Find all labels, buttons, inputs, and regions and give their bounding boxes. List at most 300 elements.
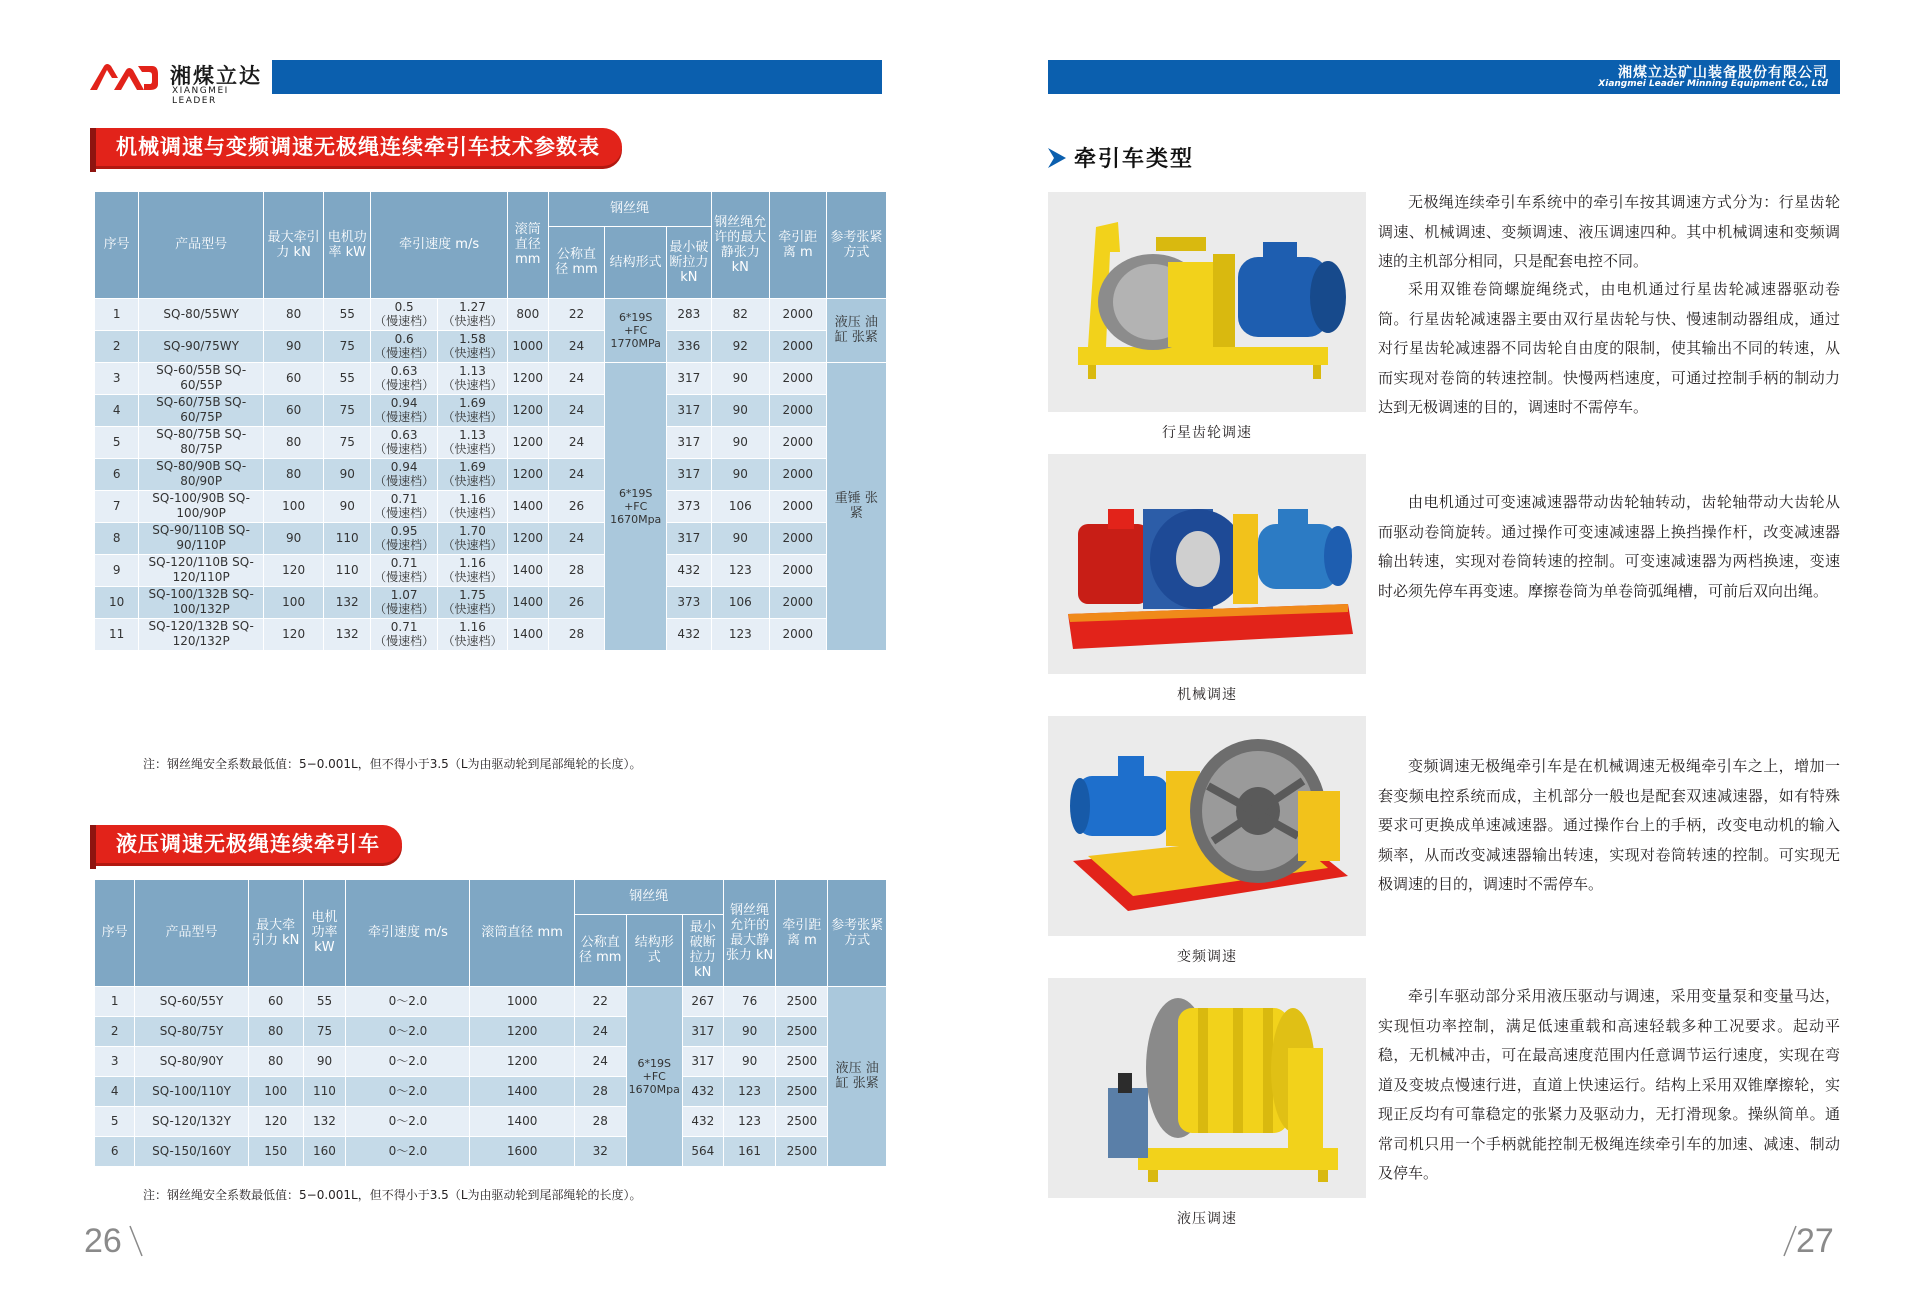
cell-speed-slow xyxy=(371,330,438,362)
speed-fast-value: 1.58 xyxy=(459,332,486,346)
cell-rope-tension: 123 xyxy=(723,1076,776,1106)
cell-rope-break: 432 xyxy=(666,618,711,650)
speed-fast-label: （快速档） xyxy=(442,538,503,552)
speed-fast-label: （快速档） xyxy=(442,378,503,392)
cell-model: SQ-120/110B SQ-120/110P xyxy=(139,554,264,586)
cell-rope-dia: 24 xyxy=(574,1046,626,1076)
header-rope-dia: 公称直径 mm xyxy=(548,226,605,298)
speed-fast-label: （快速档） xyxy=(442,506,503,520)
speed-fast-value: 1.13 xyxy=(459,364,486,378)
cell-model: SQ-100/90B SQ-100/90P xyxy=(139,490,264,522)
cell-model: SQ-90/75WY xyxy=(139,330,264,362)
table-row xyxy=(95,1046,887,1076)
table-row xyxy=(95,426,887,458)
cell-max-pull: 80 xyxy=(264,426,324,458)
cell-seq: 4 xyxy=(95,394,139,426)
cell-rope-dia: 26 xyxy=(548,490,605,522)
brand-name-cn: 湘煤立达 xyxy=(170,64,262,88)
speed-fast-label: （快速档） xyxy=(442,602,503,616)
speed-fast-label: （快速档） xyxy=(442,634,503,648)
cell-speed-fast xyxy=(438,362,508,394)
cell-drum: 1400 xyxy=(470,1106,574,1136)
cell-rope-tension: 90 xyxy=(723,1016,776,1046)
header-drum: 滚筒直径 mm xyxy=(470,880,574,986)
speed-fast-value: 1.69 xyxy=(459,460,486,474)
caption-variable-frequency: 变频调速 xyxy=(1177,949,1237,965)
table-row xyxy=(95,490,887,522)
section-title-hydraulic: 液压调速无极绳连续牵引车 xyxy=(96,825,402,863)
cell-rope-tension: 106 xyxy=(711,490,769,522)
cell-rope-dia: 24 xyxy=(548,458,605,490)
brand-logo-icon xyxy=(88,60,160,94)
cell-distance: 2000 xyxy=(769,298,826,330)
cell-model: SQ-120/132Y xyxy=(135,1106,249,1136)
cell-power: 160 xyxy=(303,1136,346,1166)
header-rope-struct: 结构形式 xyxy=(626,914,682,986)
speed-slow-label: （慢速档） xyxy=(374,506,435,520)
header-tension-mode: 参考张紧方式 xyxy=(826,192,886,298)
cell-seq: 11 xyxy=(95,618,139,650)
speed-slow-value: 0.94 xyxy=(390,460,418,474)
spec-table-hydraulic xyxy=(95,880,887,1167)
paragraph-overview: 无极绳连续牵引车系统中的牵引车按其调速方式分为：行星齿轮调速、机械调速、变频调速、液压调速四种。其中机械调速和变频调速的主机部分相同，只是配套电控不同。 xyxy=(1378,193,1840,270)
header-speed: 牵引速度 m/s xyxy=(371,192,508,298)
cell-rope-dia: 28 xyxy=(548,554,605,586)
cell-model: SQ-80/75B SQ-80/75P xyxy=(139,426,264,458)
speed-fast-label: （快速档） xyxy=(442,474,503,488)
speed-fast-value: 1.27 xyxy=(459,300,486,314)
cell-seq: 9 xyxy=(95,554,139,586)
header-seq: 序号 xyxy=(95,192,139,298)
paragraph-variable-frequency: 变频调速无极绳牵引车是在机械调速无极绳牵引车之上，增加一套变频电控系统而成，主机部分一般也是配套双速减速器，如有特殊要求可更换成单速减速器。通过操作台上的手柄，改变电动机的输入频率，从而改变减速器输出转速，实现对卷筒转速的控制。可实现无极调速的目的，调速时不需停车。 xyxy=(1378,757,1840,893)
paragraph-hydraulic: 牵引车驱动部分采用液压驱动与调速，采用变量泵和变量马达，实现恒功率控制，满足低速重载和高速轻载多种工况要求。起动平稳，无机械冲击，可在最高速度范围内任意调节运行速度，实现在弯道及变坡点慢速行进，直道上快速运行。结构上采用双锥摩擦轮，实现正反均有可靠稳定的张紧力及驱动力，无打滑现象。操纵简单。通常司机只用一个手柄就能控制无极绳连续牵引车的加速、减速、制动及停车。 xyxy=(1378,987,1840,1182)
section-title-mechanical-vf: 机械调速与变频调速无极绳连续牵引车技术参数表 xyxy=(96,128,622,166)
page-number-right: 27 xyxy=(1796,1222,1834,1260)
cell-rope-struct: 6*19S +FC 1670Mpa xyxy=(626,986,682,1166)
header-power: 电机功率 kW xyxy=(303,880,346,986)
cell-distance: 2500 xyxy=(776,1076,828,1106)
cell-rope-break: 317 xyxy=(682,1046,723,1076)
table-row xyxy=(95,618,887,650)
cell-speed: 0～2.0 xyxy=(346,1106,470,1136)
table-row xyxy=(95,458,887,490)
cell-drum: 1400 xyxy=(470,1076,574,1106)
cell-max-pull: 90 xyxy=(264,522,324,554)
speed-slow-label: （慢速档） xyxy=(374,378,435,392)
cell-speed: 0～2.0 xyxy=(346,1136,470,1166)
cell-rope-dia: 24 xyxy=(548,394,605,426)
cell-speed-slow xyxy=(371,586,438,618)
cell-power: 90 xyxy=(324,490,371,522)
caption-planetary-gear: 行星齿轮调速 xyxy=(1162,425,1252,441)
cell-seq: 5 xyxy=(95,1106,135,1136)
cell-seq: 4 xyxy=(95,1076,135,1106)
brand-logo xyxy=(88,58,268,106)
cell-power: 75 xyxy=(324,426,371,458)
cell-rope-tension: 90 xyxy=(711,362,769,394)
caption-hydraulic: 液压调速 xyxy=(1177,1211,1237,1227)
cell-model: SQ-60/75B SQ-60/75P xyxy=(139,394,264,426)
cell-rope-tension: 123 xyxy=(723,1106,776,1136)
cell-drum: 1000 xyxy=(470,986,574,1016)
cell-max-pull: 60 xyxy=(248,986,303,1016)
cell-rope-dia: 24 xyxy=(548,426,605,458)
cell-seq: 7 xyxy=(95,490,139,522)
cell-power: 75 xyxy=(324,394,371,426)
header-bar xyxy=(272,60,882,94)
cell-speed-slow xyxy=(371,554,438,586)
cell-power: 132 xyxy=(324,618,371,650)
cell-distance: 2000 xyxy=(769,554,826,586)
cell-distance: 2000 xyxy=(769,362,826,394)
cell-rope-tension: 76 xyxy=(723,986,776,1016)
cell-speed-slow xyxy=(371,458,438,490)
cell-model: SQ-120/132B SQ-120/132P xyxy=(139,618,264,650)
speed-slow-value: 0.63 xyxy=(390,364,418,378)
speed-fast-label: （快速档） xyxy=(442,346,503,360)
cell-power: 132 xyxy=(303,1106,346,1136)
cell-max-pull: 100 xyxy=(264,490,324,522)
cell-drum: 1000 xyxy=(508,330,548,362)
photo-hydraulic xyxy=(1048,978,1366,1198)
brand-name-en: XIANGMEI LEADER xyxy=(172,86,229,106)
speed-fast-label: （快速档） xyxy=(442,410,503,424)
speed-slow-value: 0.94 xyxy=(390,396,418,410)
cell-power: 110 xyxy=(303,1076,346,1106)
cell-rope-dia: 24 xyxy=(548,522,605,554)
cell-drum: 1400 xyxy=(508,490,548,522)
cell-speed-fast xyxy=(438,330,508,362)
cell-rope-break: 432 xyxy=(666,554,711,586)
table-row xyxy=(95,586,887,618)
table-row xyxy=(95,522,887,554)
cell-drum: 1200 xyxy=(508,522,548,554)
cell-power: 110 xyxy=(324,554,371,586)
cell-rope-dia: 22 xyxy=(574,986,626,1016)
cell-seq: 10 xyxy=(95,586,139,618)
header-max-pull: 最大牵引力 kN xyxy=(248,880,303,986)
cell-drum: 1200 xyxy=(470,1046,574,1076)
speed-slow-label: （慢速档） xyxy=(374,442,435,456)
cell-seq: 3 xyxy=(95,1046,135,1076)
cell-distance: 2000 xyxy=(769,522,826,554)
caption-mechanical: 机械调速 xyxy=(1177,687,1237,703)
speed-fast-label: （快速档） xyxy=(442,442,503,456)
cell-rope-tension: 92 xyxy=(711,330,769,362)
header-model: 产品型号 xyxy=(139,192,264,298)
header-rope-struct: 结构形式 xyxy=(605,226,667,298)
header-rope-tension: 钢丝绳允许的最大静张力 kN xyxy=(711,192,769,298)
cell-seq: 6 xyxy=(95,1136,135,1166)
header-rope-dia: 公称直径 mm xyxy=(574,914,626,986)
cell-speed: 0～2.0 xyxy=(346,1076,470,1106)
cell-distance: 2000 xyxy=(769,490,826,522)
cell-model: SQ-100/110Y xyxy=(135,1076,249,1106)
cell-drum: 1400 xyxy=(508,554,548,586)
speed-slow-value: 0.95 xyxy=(390,524,418,538)
cell-max-pull: 120 xyxy=(264,554,324,586)
cell-distance: 2000 xyxy=(769,330,826,362)
cell-seq: 2 xyxy=(95,1016,135,1046)
speed-fast-value: 1.70 xyxy=(459,524,486,538)
header-model: 产品型号 xyxy=(135,880,249,986)
speed-slow-value: 0.71 xyxy=(390,492,418,506)
company-name-en: Xiangmei Leader Minning Equipment Co., Ltd xyxy=(1598,79,1828,89)
speed-slow-value: 0.6 xyxy=(394,332,414,346)
cell-rope-tension: 123 xyxy=(711,618,769,650)
page-number-left: 26 xyxy=(84,1222,122,1260)
cell-max-pull: 150 xyxy=(248,1136,303,1166)
cell-rope-break: 317 xyxy=(666,522,711,554)
cell-distance: 2000 xyxy=(769,394,826,426)
chevron-right-icon xyxy=(1048,148,1066,168)
cell-model: SQ-80/55WY xyxy=(139,298,264,330)
header-tension-mode: 参考张紧方式 xyxy=(828,880,887,986)
cell-seq: 8 xyxy=(95,522,139,554)
cell-distance: 2500 xyxy=(776,1046,828,1076)
table-row xyxy=(95,554,887,586)
cell-rope-break: 432 xyxy=(682,1106,723,1136)
speed-fast-value: 1.16 xyxy=(459,556,486,570)
cell-max-pull: 80 xyxy=(248,1016,303,1046)
cell-model: SQ-80/90B SQ-80/90P xyxy=(139,458,264,490)
cell-speed-fast xyxy=(438,522,508,554)
table-note-1: 注：钢丝绳安全系数最低值：5−0.001L，但不得小于3.5（L为由驱动轮到尾部绳轮的长度）。 xyxy=(143,757,642,771)
table-row xyxy=(95,394,887,426)
cell-speed-slow xyxy=(371,490,438,522)
cell-seq: 1 xyxy=(95,298,139,330)
speed-fast-value: 1.13 xyxy=(459,428,486,442)
cell-speed-slow xyxy=(371,618,438,650)
cell-max-pull: 120 xyxy=(264,618,324,650)
cell-rope-tension: 90 xyxy=(711,426,769,458)
cell-rope-break: 317 xyxy=(666,362,711,394)
cell-max-pull: 80 xyxy=(264,298,324,330)
speed-slow-label: （慢速档） xyxy=(374,314,435,328)
speed-fast-value: 1.75 xyxy=(459,588,486,602)
cell-power: 75 xyxy=(303,1016,346,1046)
cell-max-pull: 60 xyxy=(264,362,324,394)
header-rope-break: 最小破断拉力 kN xyxy=(666,226,711,298)
table-row xyxy=(95,330,887,362)
cell-speed: 0～2.0 xyxy=(346,1046,470,1076)
cell-speed-fast xyxy=(438,618,508,650)
photo-planetary-gear xyxy=(1048,192,1366,412)
right-page xyxy=(960,0,1920,1312)
speed-slow-value: 1.07 xyxy=(390,588,418,602)
cell-speed-slow xyxy=(371,298,438,330)
speed-slow-label: （慢速档） xyxy=(374,538,435,552)
table-row xyxy=(95,1016,887,1046)
speed-slow-value: 0.71 xyxy=(390,620,418,634)
header-rope-group: 钢丝绳 xyxy=(574,880,723,914)
cell-model: SQ-80/75Y xyxy=(135,1016,249,1046)
cell-drum: 1600 xyxy=(470,1136,574,1166)
cell-rope-dia: 28 xyxy=(574,1076,626,1106)
cell-rope-break: 336 xyxy=(666,330,711,362)
cell-speed-fast xyxy=(438,298,508,330)
photo-mechanical xyxy=(1048,454,1366,674)
cell-rope-tension: 90 xyxy=(711,458,769,490)
cell-rope-struct: 6*19S +FC 1770MPa xyxy=(605,298,667,362)
cell-distance: 2000 xyxy=(769,586,826,618)
cell-drum: 800 xyxy=(508,298,548,330)
header-seq: 序号 xyxy=(95,880,135,986)
table-row xyxy=(95,362,887,394)
cell-rope-struct: 6*19S +FC 1670Mpa xyxy=(605,362,667,650)
cell-speed-slow xyxy=(371,394,438,426)
cell-drum: 1200 xyxy=(470,1016,574,1046)
cell-distance: 2000 xyxy=(769,618,826,650)
header-rope-group: 钢丝绳 xyxy=(548,192,711,226)
cell-drum: 1200 xyxy=(508,394,548,426)
cell-model: SQ-150/160Y xyxy=(135,1136,249,1166)
cell-speed-slow xyxy=(371,522,438,554)
table-row xyxy=(95,298,887,330)
spec-table-hydraulic-body xyxy=(95,986,887,1166)
cell-rope-dia: 24 xyxy=(548,330,605,362)
cell-rope-tension: 123 xyxy=(711,554,769,586)
speed-fast-label: （快速档） xyxy=(442,314,503,328)
speed-slow-label: （慢速档） xyxy=(374,346,435,360)
cell-rope-break: 564 xyxy=(682,1136,723,1166)
speed-fast-value: 1.16 xyxy=(459,620,486,634)
cell-rope-dia: 28 xyxy=(574,1106,626,1136)
cell-seq: 6 xyxy=(95,458,139,490)
speed-slow-value: 0.5 xyxy=(394,300,414,314)
cell-rope-tension: 90 xyxy=(723,1046,776,1076)
header-distance: 牵引距离 m xyxy=(769,192,826,298)
cell-speed-fast xyxy=(438,490,508,522)
speed-slow-label: （慢速档） xyxy=(374,634,435,648)
table-row xyxy=(95,986,887,1016)
cell-seq: 3 xyxy=(95,362,139,394)
cell-max-pull: 100 xyxy=(248,1076,303,1106)
speed-slow-label: （慢速档） xyxy=(374,410,435,424)
cell-max-pull: 60 xyxy=(264,394,324,426)
cell-rope-break: 267 xyxy=(682,986,723,1016)
header-rope-tension: 钢丝绳允许的最大静张力 kN xyxy=(723,880,776,986)
header-drum: 滚筒直径 mm xyxy=(508,192,548,298)
cell-model: SQ-60/55B SQ-60/55P xyxy=(139,362,264,394)
cell-model: SQ-60/55Y xyxy=(135,986,249,1016)
speed-slow-label: （慢速档） xyxy=(374,570,435,584)
cell-rope-dia: 24 xyxy=(574,1016,626,1046)
cell-rope-tension: 90 xyxy=(711,522,769,554)
cell-distance: 2500 xyxy=(776,986,828,1016)
cell-model: SQ-80/90Y xyxy=(135,1046,249,1076)
paragraph-mechanical: 由电机通过可变速减速器带动齿轮轴转动，齿轮轴带动大齿轮从而驱动卷筒旋转。通过操作可变速减速器上换挡操作杆，改变减速器输出转速，实现对卷筒转速的控制。可变速减速器为两档换速，变速时必须先停车再变速。摩擦卷筒为单卷筒弧绳槽，可前后双向出绳。 xyxy=(1378,493,1840,600)
cell-rope-break: 373 xyxy=(666,490,711,522)
cell-speed-slow xyxy=(371,362,438,394)
speed-slow-label: （慢速档） xyxy=(374,602,435,616)
cell-distance: 2000 xyxy=(769,458,826,490)
cell-power: 55 xyxy=(324,298,371,330)
table-note-2: 注：钢丝绳安全系数最低值：5−0.001L，但不得小于3.5（L为由驱动轮到尾部绳轮的长度）。 xyxy=(143,1188,642,1202)
cell-seq: 5 xyxy=(95,426,139,458)
spec-table-mechanical-vf-body xyxy=(95,298,887,650)
cell-model: SQ-100/132B SQ-100/132P xyxy=(139,586,264,618)
cell-rope-break: 317 xyxy=(666,458,711,490)
cell-rope-break: 317 xyxy=(666,394,711,426)
cell-max-pull: 100 xyxy=(264,586,324,618)
cell-rope-tension: 106 xyxy=(711,586,769,618)
cell-power: 75 xyxy=(324,330,371,362)
cell-rope-break: 432 xyxy=(682,1076,723,1106)
speed-slow-label: （慢速档） xyxy=(374,474,435,488)
speed-slow-value: 0.71 xyxy=(390,556,418,570)
cell-tension-mode: 重锤 张紧 xyxy=(826,362,886,650)
page-slash-left xyxy=(128,1222,144,1260)
cell-speed-fast xyxy=(438,458,508,490)
cell-speed: 0～2.0 xyxy=(346,1016,470,1046)
cell-drum: 1400 xyxy=(508,586,548,618)
cell-speed-fast xyxy=(438,586,508,618)
speed-fast-value: 1.69 xyxy=(459,396,486,410)
cell-rope-dia: 28 xyxy=(548,618,605,650)
cell-rope-break: 283 xyxy=(666,298,711,330)
cell-drum: 1400 xyxy=(508,618,548,650)
cell-speed-fast xyxy=(438,394,508,426)
cell-rope-break: 317 xyxy=(666,426,711,458)
speed-fast-value: 1.16 xyxy=(459,492,486,506)
table-row xyxy=(95,1106,887,1136)
cell-drum: 1200 xyxy=(508,426,548,458)
cell-power: 132 xyxy=(324,586,371,618)
cell-tension-mode: 液压 油缸 张紧 xyxy=(826,298,886,362)
cell-rope-tension: 161 xyxy=(723,1136,776,1166)
cell-power: 55 xyxy=(303,986,346,1016)
cell-distance: 2500 xyxy=(776,1106,828,1136)
cell-drum: 1200 xyxy=(508,362,548,394)
cell-drum: 1200 xyxy=(508,458,548,490)
cell-rope-dia: 24 xyxy=(548,362,605,394)
cell-max-pull: 80 xyxy=(248,1046,303,1076)
header-max-pull: 最大牵引力 kN xyxy=(264,192,324,298)
cell-distance: 2500 xyxy=(776,1016,828,1046)
speed-slow-value: 0.63 xyxy=(390,428,418,442)
cell-seq: 1 xyxy=(95,986,135,1016)
cell-distance: 2000 xyxy=(769,426,826,458)
cell-seq: 2 xyxy=(95,330,139,362)
table-row xyxy=(95,1076,887,1106)
cell-rope-break: 317 xyxy=(682,1016,723,1046)
cell-max-pull: 80 xyxy=(264,458,324,490)
section-title-text: 牵引车类型 xyxy=(1074,147,1195,172)
cell-speed-slow xyxy=(371,426,438,458)
cell-max-pull: 120 xyxy=(248,1106,303,1136)
cell-power: 110 xyxy=(324,522,371,554)
paragraph-planetary-gear: 采用双锥卷筒螺旋绳绕式，由电机通过行星齿轮减速器驱动卷筒。行星齿轮减速器主要由双行星齿轮与快、慢速制动器组成，通过对行星齿轮减速器不同齿轮自由度的限制，使其输出不同的转速，从而实现对卷筒的转速控制。快慢两档速度，可通过控制手柄的制动力达到无极调速的目的，调速时不需停车。 xyxy=(1378,280,1840,416)
cell-rope-break: 373 xyxy=(666,586,711,618)
company-name-cn: 湘煤立达矿山装备股份有限公司 xyxy=(1618,65,1828,81)
cell-speed-fast xyxy=(438,426,508,458)
header-power: 电机功率 kW xyxy=(324,192,371,298)
cell-power: 90 xyxy=(324,458,371,490)
cell-rope-dia: 32 xyxy=(574,1136,626,1166)
cell-speed: 0～2.0 xyxy=(346,986,470,1016)
cell-rope-tension: 82 xyxy=(711,298,769,330)
cell-power: 55 xyxy=(324,362,371,394)
header-distance: 牵引距离 m xyxy=(776,880,828,986)
photo-variable-frequency xyxy=(1048,716,1366,936)
cell-rope-dia: 22 xyxy=(548,298,605,330)
cell-distance: 2500 xyxy=(776,1136,828,1166)
header-bar-company xyxy=(1048,60,1840,94)
cell-max-pull: 90 xyxy=(264,330,324,362)
cell-speed-fast xyxy=(438,554,508,586)
cell-rope-dia: 26 xyxy=(548,586,605,618)
